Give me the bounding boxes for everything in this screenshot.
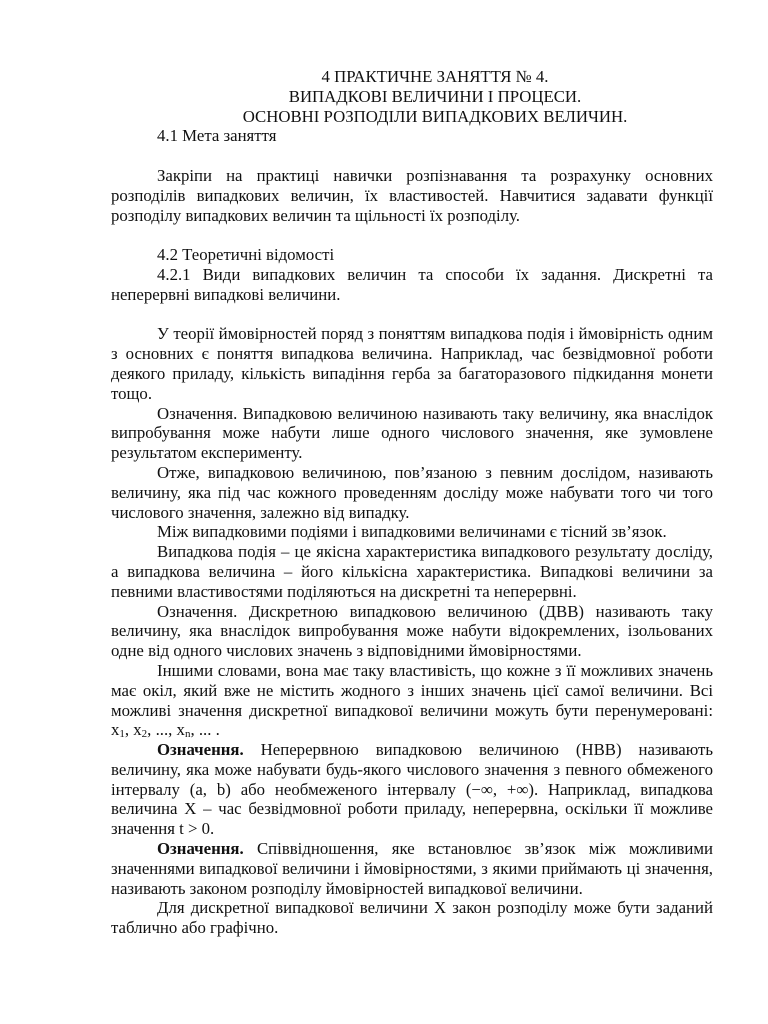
subscript-2: 2	[141, 728, 148, 741]
page-title	[111, 67, 713, 126]
spacer	[111, 305, 713, 325]
paragraph-10: Для дискретної випадкової величини X закон розподілу може бути заданий таблично або графічно.	[111, 898, 713, 938]
subscript-1: 1	[119, 728, 125, 741]
paragraph-3: Отже, випадковою величиною, пов’язаною з певним дослідом, називають величину, яка під час кожного проведенням досліду може набувати того чи того числового значення, залежно від випадку.	[111, 462, 713, 522]
section-heading-4-1: 4.1 Мета заняття	[157, 126, 277, 146]
sequence-sep-1: , x	[124, 720, 142, 740]
paragraph-8	[111, 740, 713, 839]
subscript-n: n	[184, 728, 191, 741]
sequence-sep-2: , ..., x	[147, 720, 185, 740]
document-page	[111, 67, 713, 938]
paragraph-7	[111, 661, 713, 740]
paragraph-1: У теорії ймовірностей поряд з поняттям випадкова подія і ймовірність одним з основних є поняття випадкова величина. Наприклад, час безвідмовної роботи деякого приладу, кількість випадіння герба за багаторазового підкидання монети тощо.	[111, 324, 713, 403]
paragraph-7-text: Іншими словами, вона має таку властивість, що кожне з її можливих значень має окіл, який вже не містить жодного з інших значень цієї самої величини. Всі можливі значення дискретної випадкової величини можуть бути перенумеровані:	[111, 660, 713, 720]
paragraph-2: Означення. Випадковою величиною називають таку величину, яка внаслідок випробування може набути лише одного числового значення, яке зумовлене результатом експерименту.	[111, 403, 713, 463]
definition-label: Означення.	[157, 839, 244, 859]
sequence-x: x	[111, 720, 120, 740]
paragraph-5: Випадкова подія – це якісна характеристика випадкового результату досліду, а випадкова величина – його кількісна характеристика. Випадкові величини за певними властивостями поділяються на дискретні та неперервні.	[111, 542, 713, 601]
paragraph-8-text: Неперервною випадковою величиною (НВВ) називають величину, яка може набувати будь-якого числового значення з певного обмеженого інтервалу (a, b) або необмеженого інтервалу (−∞, +∞). Наприклад, випадкова величина X – час безвідмовної роботи приладу, неперервна, оскільки її можливе значення t > 0.	[111, 740, 713, 839]
paragraph-4: Між випадковими подіями і випадковими величинами є тісний зв’язок.	[157, 522, 667, 542]
title-line-3: ОСНОВНІ РОЗПОДІЛИ ВИПАДКОВИХ ВЕЛИЧИН.	[242, 106, 628, 126]
section-4-1-text: Закріпи на практиці навички розпізнавання та розрахунку основних розподілів випадкових величин, їх властивостей. Навчитися задавати функції розподілу випадкових величин та щільності їх розподілу.	[111, 165, 713, 225]
title-line-1: 4 ПРАКТИЧНЕ ЗАНЯТТЯ № 4.	[321, 67, 549, 86]
spacer	[111, 225, 713, 245]
definition-label: Означення.	[157, 740, 244, 760]
paragraph-9	[111, 839, 713, 898]
title-line-2: ВИПАДКОВІ ВЕЛИЧИНИ І ПРОЦЕСИ.	[288, 86, 582, 106]
subsection-heading-4-2-1: 4.2.1 Види випадкових величин та способи їх задання. Дискретні та неперервні випадкові величини.	[111, 264, 713, 304]
sequence-end: , ... .	[190, 720, 220, 740]
spacer	[111, 146, 713, 166]
section-heading-4-2: 4.2 Теоретичні відомості	[157, 245, 335, 265]
paragraph-6: Означення. Дискретною випадковою величиною (ДВВ) називають таку величину, яка внаслідок випробування може набути відокремлених, ізольованих одне від одного числових значень з відповідними ймовірностями.	[111, 601, 713, 661]
paragraph-9-text: Співвідношення, яке встановлює зв’язок між можливими значеннями випадкової величини і ймовірностями, з якими приймають ці значення, називають законом розподілу ймовірностей випадкової величини.	[111, 839, 713, 898]
